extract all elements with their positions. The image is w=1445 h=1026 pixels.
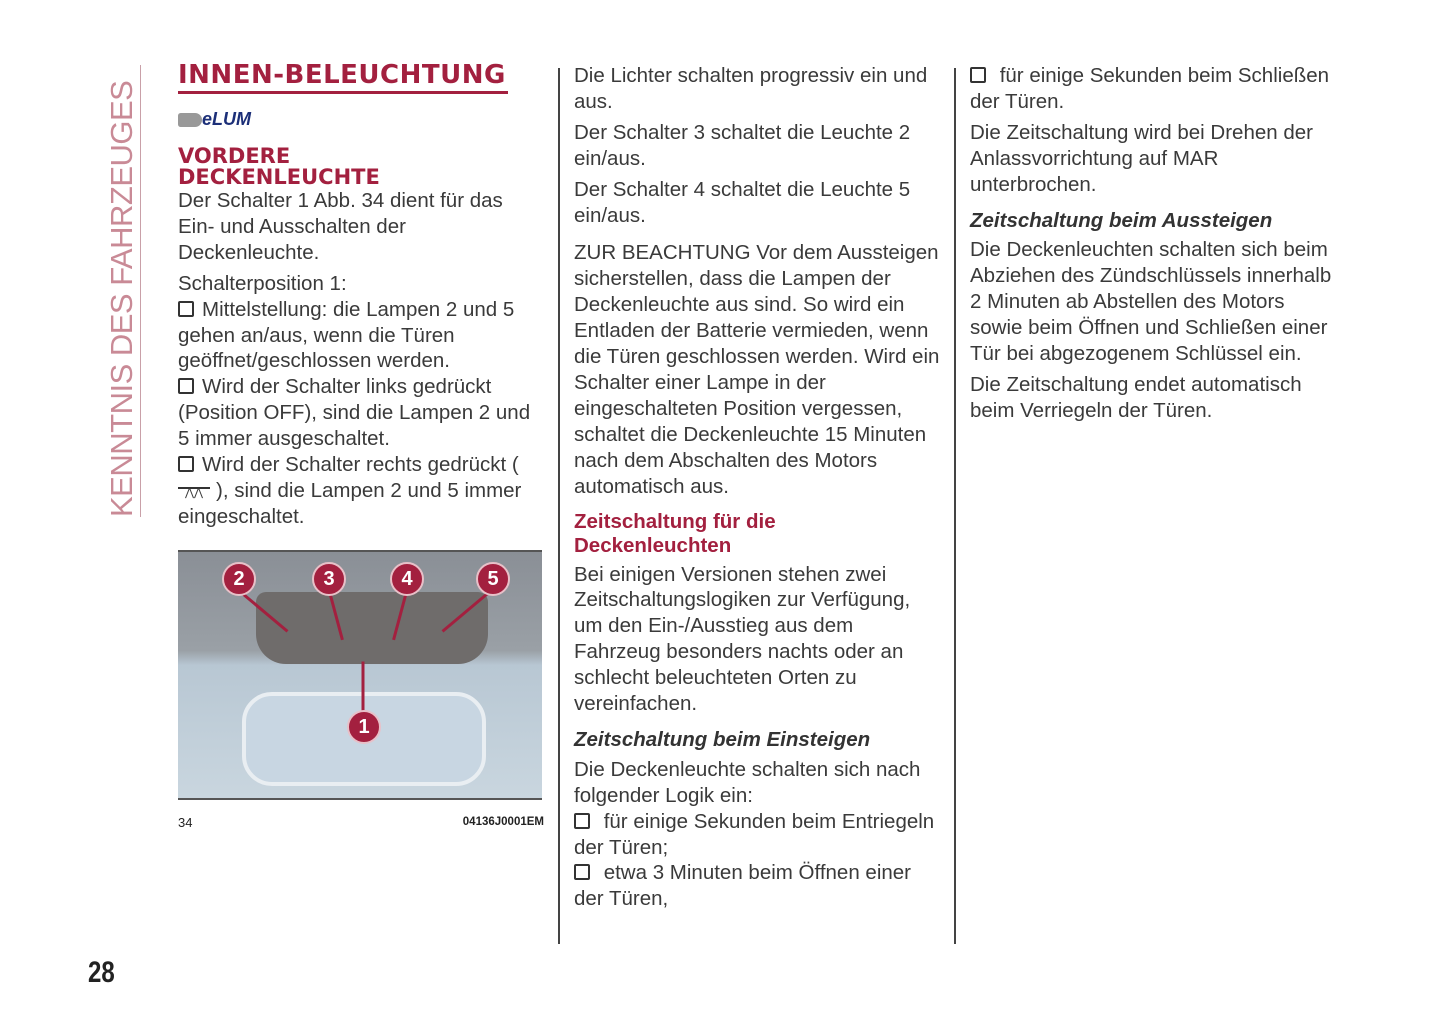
bullet-text: etwa 3 Minuten beim Öffnen einer der Türen,	[574, 861, 912, 911]
logo-text: eLUM	[202, 109, 251, 130]
figure-ceiling-light	[178, 550, 542, 800]
paragraph: Der Schalter 3 schaltet die Leuchte 2 ein/aus.	[574, 120, 911, 170]
bullet-item	[574, 809, 940, 861]
bullet-item	[178, 297, 544, 375]
overhead-console	[256, 592, 488, 664]
paragraph: Die Deckenleuchten schalten sich beim Abziehen des Zündschlüssels innerhalb 2 Minuten ab Abstellen des Motors sowie beim Öffnen und Schließen einer Tür bei abgezogenem Schlüssel ein.	[970, 238, 1332, 366]
checkbox-bullet-icon	[574, 813, 590, 829]
side-title-text: KENNTNIS DES FAHRZEUGES	[104, 80, 139, 517]
callout-4: 4	[390, 562, 424, 596]
column-3	[970, 63, 1336, 429]
bullet-item	[970, 63, 1336, 115]
column-2	[574, 63, 940, 912]
checkbox-bullet-icon	[574, 864, 590, 880]
column-1	[178, 60, 544, 836]
paragraph: Bei einigen Versionen stehen zwei Zeitschaltungslogiken zur Verfügung, um den Ein-/Ausstieg aus dem Fahrzeug besonders nachts oder an schlecht beleuchteten Orten zu vereinfachen.	[574, 562, 911, 716]
paragraph: Die Deckenleuchte schalten sich nach folgender Logik ein:	[574, 757, 921, 807]
paragraph: Der Schalter 4 schaltet die Leuchte 5 ein/aus.	[574, 177, 911, 227]
section-side-title	[104, 65, 141, 517]
bullet-text: für einige Sekunden beim Schließen der Türen.	[970, 64, 1330, 113]
bullet-text: für einige Sekunden beim Entriegeln der Türen;	[574, 809, 935, 859]
callout-3: 3	[312, 562, 346, 596]
bullet-text: Wird der Schalter rechts gedrückt (	[202, 453, 519, 477]
figure-number: 34	[178, 814, 193, 830]
checkbox-bullet-icon	[970, 67, 986, 83]
paragraph: Die Zeitschaltung wird bei Drehen der Anlassvorrichtung auf MAR unterbrochen.	[970, 120, 1313, 196]
callout-2: 2	[222, 562, 256, 596]
paragraph: Die Zeitschaltung endet automatisch beim Verriegeln der Türen.	[970, 372, 1302, 422]
callout-5: 5	[476, 562, 510, 596]
bullet-text: Mittelstellung: die Lampen 2 und 5 gehen an/aus, wenn die Türen geöffnet/geschlossen werden.	[178, 297, 515, 373]
pointing-hand-icon	[178, 113, 202, 127]
note-paragraph: ZUR BEACHTUNG Vor dem Aussteigen sicherstellen, dass die Lampen der Deckenleuchte aus sind. So wird ein Entladen der Batterie vermieden, wenn die Türen geschlossen werden. Wird ein Schalter einer Lampe in der eingeschalteten Position vergessen, schaltet die Deckenleuchte 15 Minuten nach dem Abschalten des Motors automatisch aus.	[574, 241, 940, 498]
elum-logo	[178, 108, 544, 132]
bullet-item	[574, 860, 940, 912]
subheading: Zeitschaltung für die Deckenleuchten	[574, 509, 776, 557]
callout-1: 1	[347, 710, 381, 744]
figure-code: 04136J0001EM	[462, 815, 544, 828]
subsection-title: VORDERE DECKENLEUCHTE	[178, 144, 380, 189]
subheading: Zeitschaltung beim Einsteigen	[574, 727, 871, 751]
section-title: INNEN-BELEUCHTUNG	[178, 63, 508, 94]
page-number: 28	[88, 956, 115, 989]
light-on-icon: ⋀⋀	[178, 487, 210, 497]
bullet-item	[178, 374, 544, 452]
subheading: Zeitschaltung beim Aussteigen	[970, 208, 1273, 232]
bullet-text: Wird der Schalter links gedrückt (Position OFF), sind die Lampen 2 und 5 immer ausgeschaltet.	[178, 375, 531, 451]
bullet-text: ), sind die Lampen 2 und 5 immer eingeschaltet.	[178, 478, 522, 528]
figure-caption	[178, 810, 544, 836]
paragraph: Schalterposition 1:	[178, 271, 347, 295]
bullet-item	[178, 452, 544, 530]
checkbox-bullet-icon	[178, 378, 194, 394]
paragraph: Der Schalter 1 Abb. 34 dient für das Ein- und Ausschalten der Deckenleuchte.	[178, 189, 503, 264]
paragraph: Die Lichter schalten progressiv ein und aus.	[574, 64, 928, 113]
column-divider	[954, 68, 956, 944]
checkbox-bullet-icon	[178, 301, 194, 317]
checkbox-bullet-icon	[178, 456, 194, 472]
column-divider	[558, 68, 560, 944]
